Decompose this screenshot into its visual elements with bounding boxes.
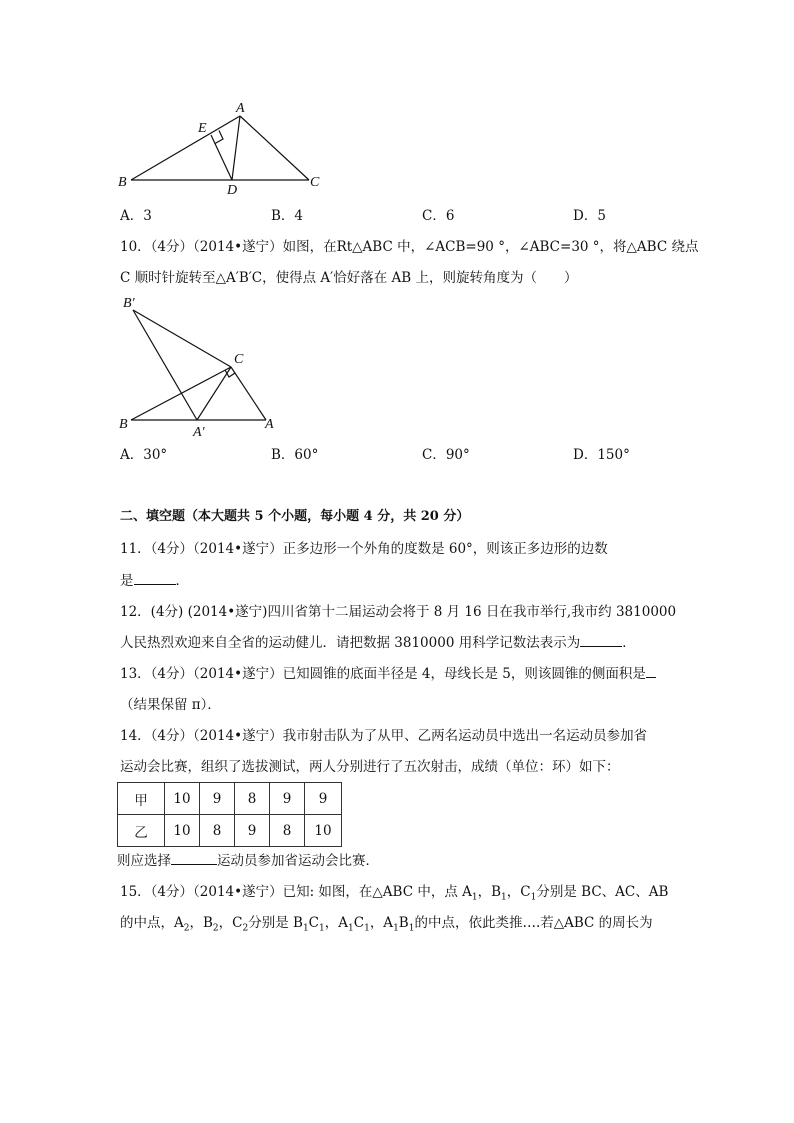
label-C: C (234, 352, 244, 367)
subscript: 1 (364, 923, 370, 934)
q15-text: ，C (218, 915, 243, 931)
label-B: B (119, 417, 128, 432)
q15-line1 (120, 883, 668, 907)
q9-option-b: B．4 (271, 208, 304, 224)
subscript: 1 (319, 923, 325, 934)
q10-option-a: A．30° (120, 447, 168, 463)
q14-line3 (117, 852, 379, 870)
q15-text: 分别是 B (248, 915, 303, 931)
athlete-name: 甲 (118, 783, 165, 815)
subscript: 1 (393, 923, 399, 934)
q15-text: C (353, 915, 365, 931)
q13-line1 (120, 665, 656, 683)
score-cell: 8 (235, 783, 270, 815)
score-table (117, 782, 342, 847)
q9-option-a: A．3 (120, 208, 152, 224)
segment-B1C (133, 310, 231, 367)
label-A: A (265, 417, 274, 432)
q15-line2 (120, 914, 653, 938)
q15-text: ，A (324, 915, 348, 931)
score-cell: 8 (270, 815, 305, 847)
q15-text: B (398, 915, 409, 931)
subscript: 1 (408, 923, 415, 934)
q15-text: 的中点，依此类推….若△ABC 的周长为 (414, 915, 653, 931)
label-C: C (310, 175, 320, 190)
subscript: 1 (530, 892, 537, 903)
q14-answer-blank[interactable] (171, 852, 217, 865)
subscript: 2 (183, 923, 190, 934)
athlete-name: 乙 (118, 815, 165, 847)
label-B: B (118, 175, 127, 190)
label-A: A (236, 101, 245, 116)
subscript: 1 (348, 923, 354, 934)
q9-option-d: D．5 (573, 208, 606, 224)
q12-line2 (120, 634, 636, 652)
q10-line2: C 顺时针旋转至△A′B′C，使得点 A′恰好落在 AB 上，则旋转角度为（ ） (120, 270, 578, 286)
subscript: 2 (242, 923, 249, 934)
score-cell: 9 (235, 815, 270, 847)
q13-line1-text: 13．（4分）（2014•遂宁）已知圆锥的底面半径是 4，母线长是 5，则该圆锥的侧面积是 (120, 666, 646, 682)
q13-answer-blank[interactable] (646, 665, 656, 678)
label-D: D (227, 183, 238, 198)
q10-option-b: B．60° (271, 447, 319, 463)
q10-option-d: D．150° (573, 447, 630, 463)
q11-line2-suffix: ． (175, 573, 189, 589)
q15-text: 15．（4分）（2014•遂宁）已知: 如图，在△ABC 中，点 A (120, 884, 472, 900)
q14-line2: 运动会比赛，组织了选拔测试，两人分别进行了五次射击，成绩（单位：环）如下： (120, 759, 620, 775)
q15-text: 的中点，A (120, 915, 184, 931)
q11-line2-prefix: 是 (120, 573, 134, 589)
segment-BC (131, 367, 231, 420)
q14-line1: 14．（4分）（2014•遂宁）我市射击队为了从甲、乙两名运动员中选出一名运动员参加省 (120, 728, 648, 744)
label-B-prime: B′ (123, 296, 135, 311)
q10-line1: 10．（4分）（2014•遂宁）如图，在Rt△ABC 中，∠ACB=90 °，∠ABC=30 °，将△ABC 绕点 (120, 239, 699, 255)
subscript: 1 (302, 923, 309, 934)
q11-answer-blank[interactable] (134, 572, 176, 585)
score-cell: 10 (165, 783, 200, 815)
score-cell: 9 (305, 783, 342, 815)
score-cell: 8 (200, 815, 235, 847)
q11-line2 (120, 572, 189, 590)
q15-text: ，C (506, 884, 531, 900)
q15-text: ，A (369, 915, 394, 931)
table-row (118, 815, 342, 847)
segment-B1A1 (133, 310, 197, 420)
q12-line2-suffix: ． (622, 635, 636, 651)
score-cell: 10 (165, 815, 200, 847)
score-cell: 9 (200, 783, 235, 815)
subscript: 1 (471, 892, 478, 903)
q14-line3-suffix: 运动员参加省运动会比赛． (217, 853, 379, 869)
subscript: 2 (212, 923, 219, 934)
segment-CA (231, 367, 266, 420)
q10-option-c: C．90° (422, 447, 470, 463)
q15-text: ，B (477, 884, 502, 900)
score-cell: 9 (270, 783, 305, 815)
q11-line1: 11．（4分）（2014•遂宁）正多边形一个外角的度数是 60°，则该正多边形的边数 (120, 541, 608, 557)
q13-line2: （结果保留 π）． (120, 697, 221, 713)
label-E: E (198, 121, 207, 136)
score-cell: 10 (305, 815, 342, 847)
q12-answer-blank[interactable] (580, 634, 622, 647)
q12-line1: 12．(4分) (2014•遂宁)四川省第十二届运动会将于 8 月 16 日在我市举行,我市约 3810000 (120, 604, 677, 620)
q15-text: ，B (189, 915, 213, 931)
q9-option-c: C．6 (422, 208, 455, 224)
subscript: 1 (501, 892, 507, 903)
section-title: 二、填空题（本大题共 5 个小题，每小题 4 分，共 20 分） (120, 509, 470, 524)
q12-line2-prefix: 人民热烈欢迎来自全省的运动健儿．请把数据 3810000 用科学记数法表示为 (120, 635, 581, 651)
q14-line3-prefix: 则应选择 (117, 853, 171, 869)
segment-CA1 (197, 367, 231, 420)
q15-text: 分别是 BC、AC、AB (536, 884, 669, 900)
q15-text: C (308, 915, 320, 931)
table-row (118, 783, 342, 815)
label-A-prime: A′ (193, 425, 205, 440)
